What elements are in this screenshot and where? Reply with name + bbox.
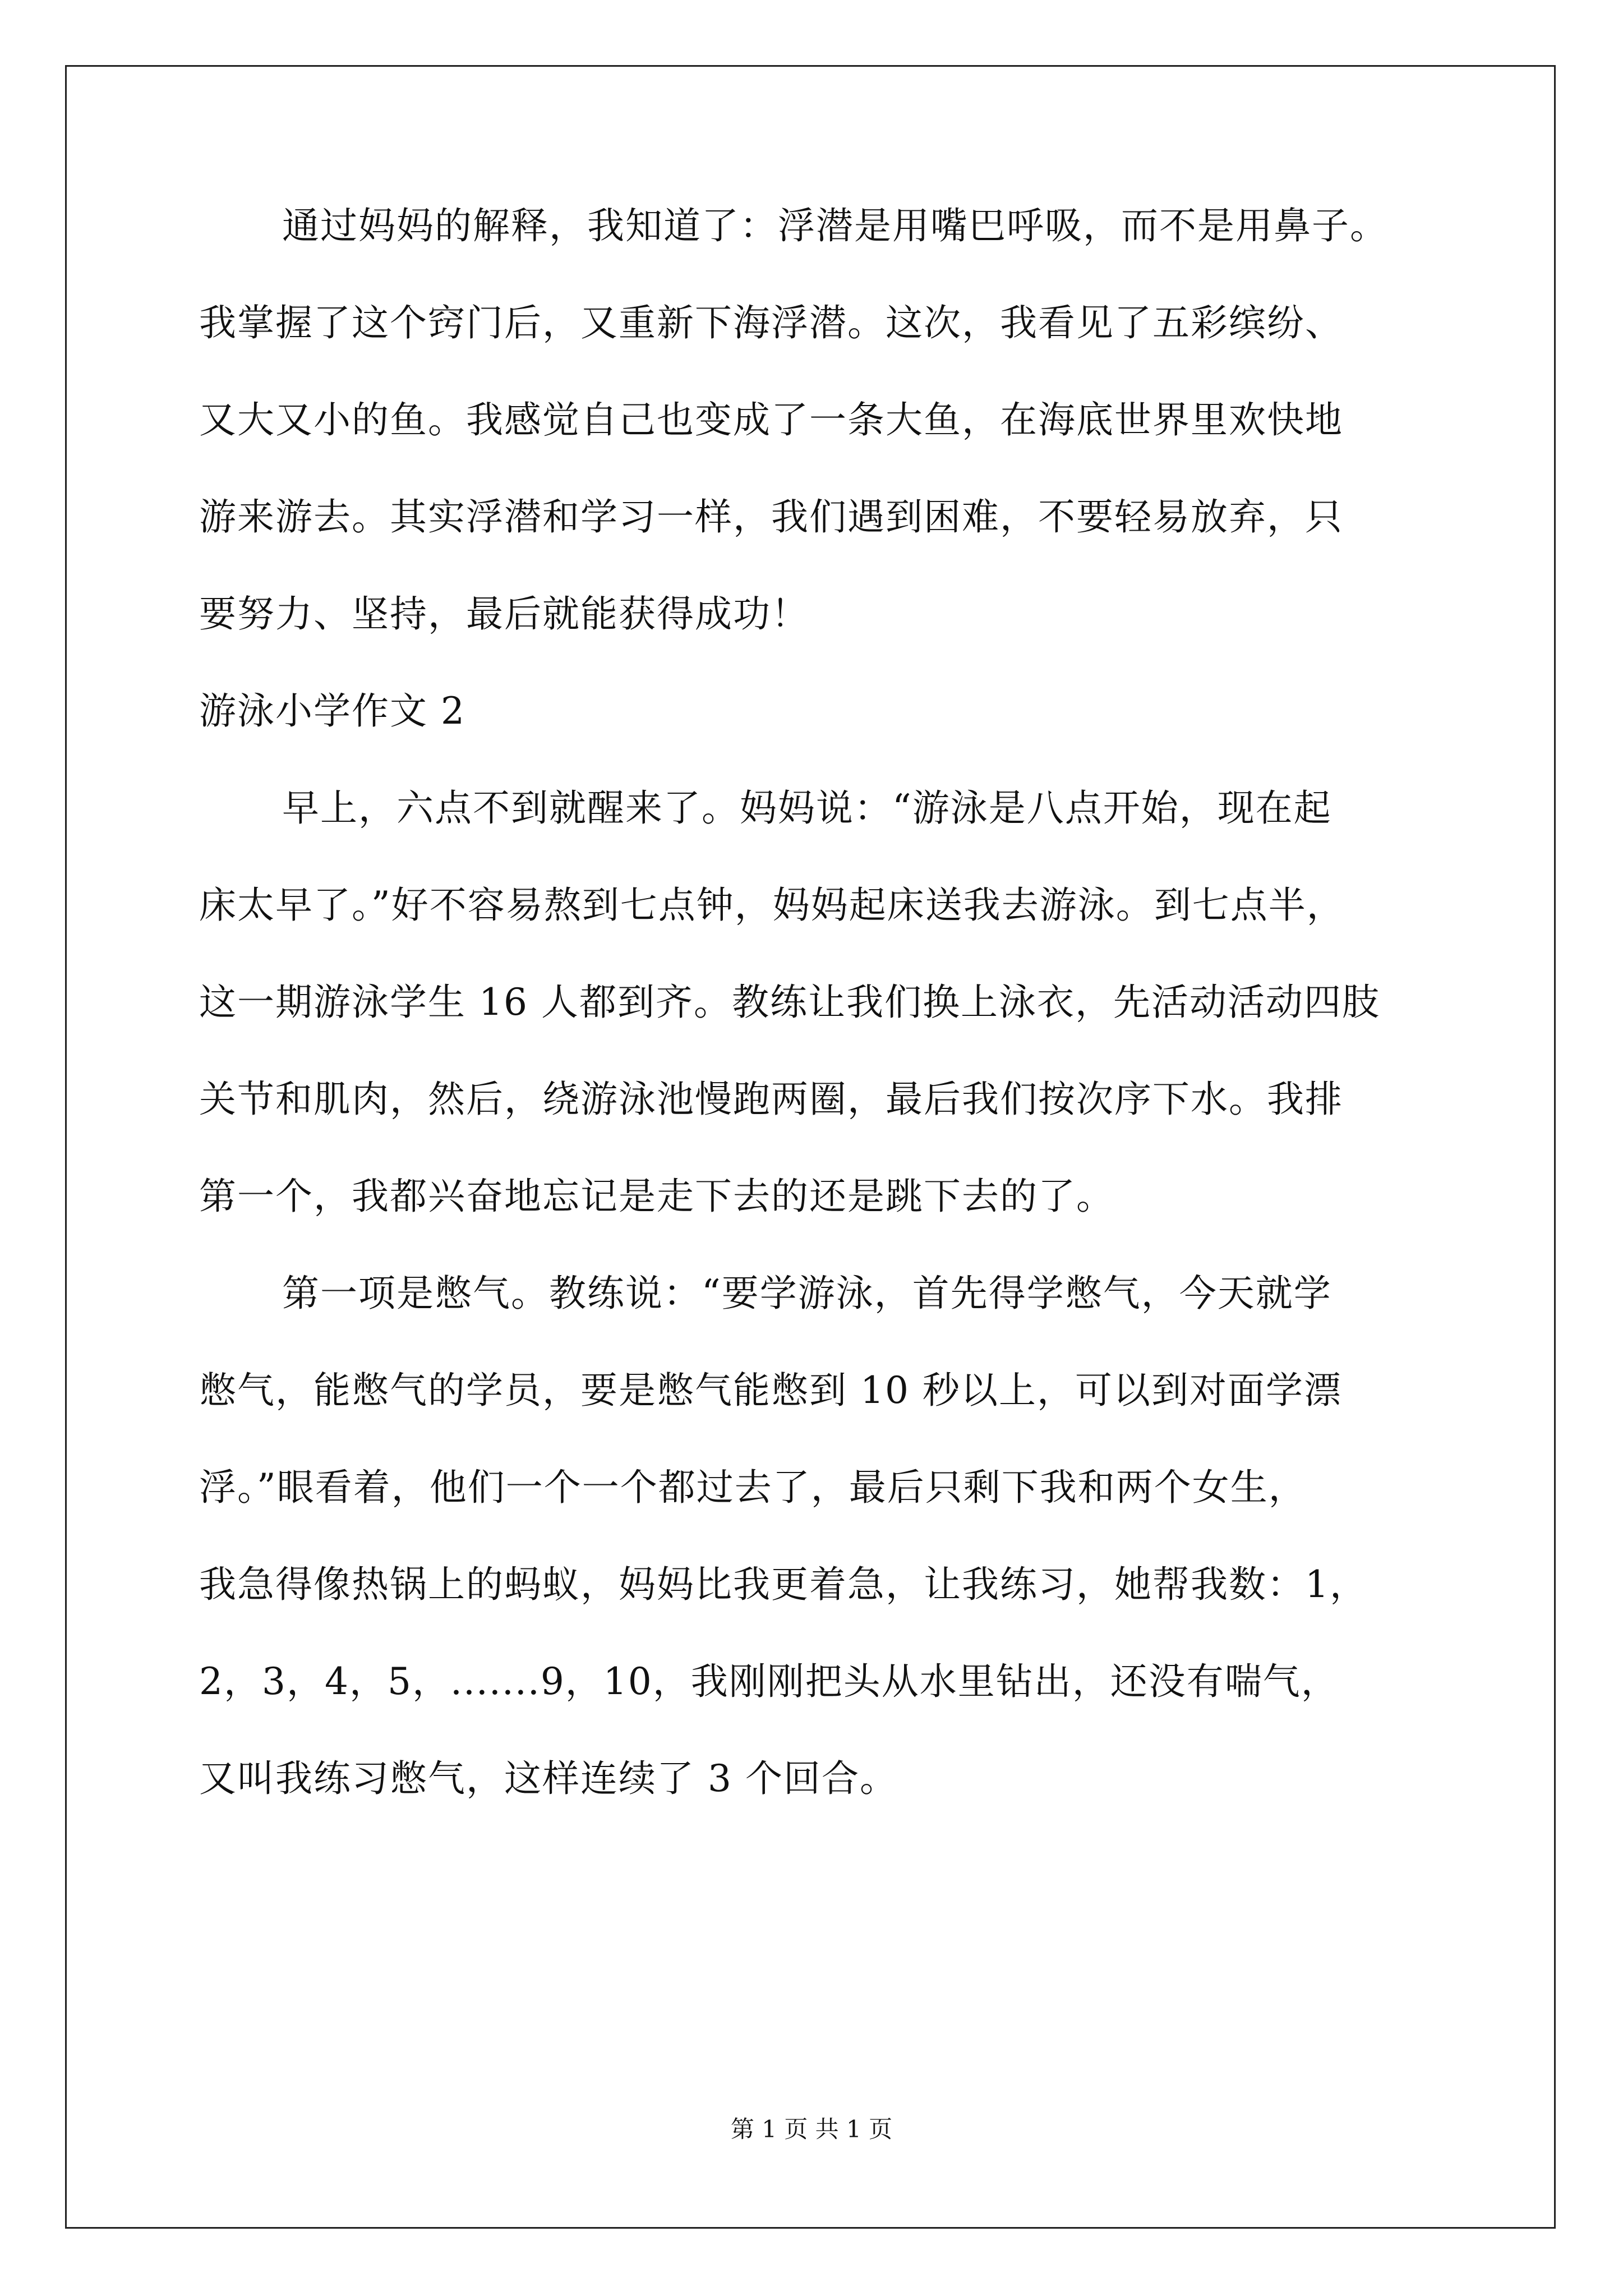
paragraph-line: 第一个，我都兴奋地忘记是走下去的还是跳下去的了。 xyxy=(199,1175,1114,1218)
paragraph-line: 关节和肌肉，然后，绕游泳池慢跑两圈，最后我们按次序下水。我排 xyxy=(199,1078,1343,1121)
paragraph-line: 游来游去。其实浮潜和学习一样，我们遇到困难，不要轻易放弃，只 xyxy=(199,495,1343,539)
paragraph-line: 早上，六点不到就醒来了。妈妈说：“游泳是八点开始，现在起 xyxy=(282,786,1332,830)
paragraph-line: 憋气，能憋气的学员，要是憋气能憋到 10 秒以上，可以到对面学漂 xyxy=(199,1369,1342,1412)
paragraph-line: 要努力、坚持，最后就能获得成功！ xyxy=(199,592,809,636)
section-heading: 游泳小学作文 2 xyxy=(199,689,465,733)
paragraph-line: 我急得像热锅上的蚂蚁，妈妈比我更着急，让我练习，她帮我数：1， xyxy=(199,1563,1368,1606)
paragraph-line: 这一期游泳学生 16 人都到齐。教练让我们换上泳衣，先活动活动四肢 xyxy=(199,981,1380,1024)
paragraph-line: 通过妈妈的解释，我知道了：浮潜是用嘴巴呼吸，而不是用鼻子。 xyxy=(282,204,1388,247)
paragraph-line: 又叫我练习憋气，这样连续了 3 个回合。 xyxy=(199,1757,898,1800)
paragraph-line: 床太早了。”好不容易熬到七点钟，妈妈起床送我去游泳。到七点半， xyxy=(199,884,1345,927)
paragraph-line: 我掌握了这个窍门后，又重新下海浮潜。这次，我看见了五彩缤纷、 xyxy=(199,301,1343,344)
page-border xyxy=(65,65,1556,2229)
paragraph-line: 第一项是憋气。教练说：“要学游泳，首先得学憋气，今天就学 xyxy=(282,1272,1332,1315)
page-number: 第 1 页 共 1 页 xyxy=(730,2115,893,2143)
paragraph-line: 浮。”眼看着，他们一个一个都过去了，最后只剩下我和两个女生， xyxy=(199,1466,1307,1509)
paragraph-line: 2，3，4，5，.......9，10，我刚刚把头从水里钻出，还没有喘气， xyxy=(199,1660,1339,1703)
page-footer xyxy=(0,2111,1623,2145)
paragraph-line: 又大又小的鱼。我感觉自己也变成了一条大鱼，在海底世界里欢快地 xyxy=(199,398,1343,441)
